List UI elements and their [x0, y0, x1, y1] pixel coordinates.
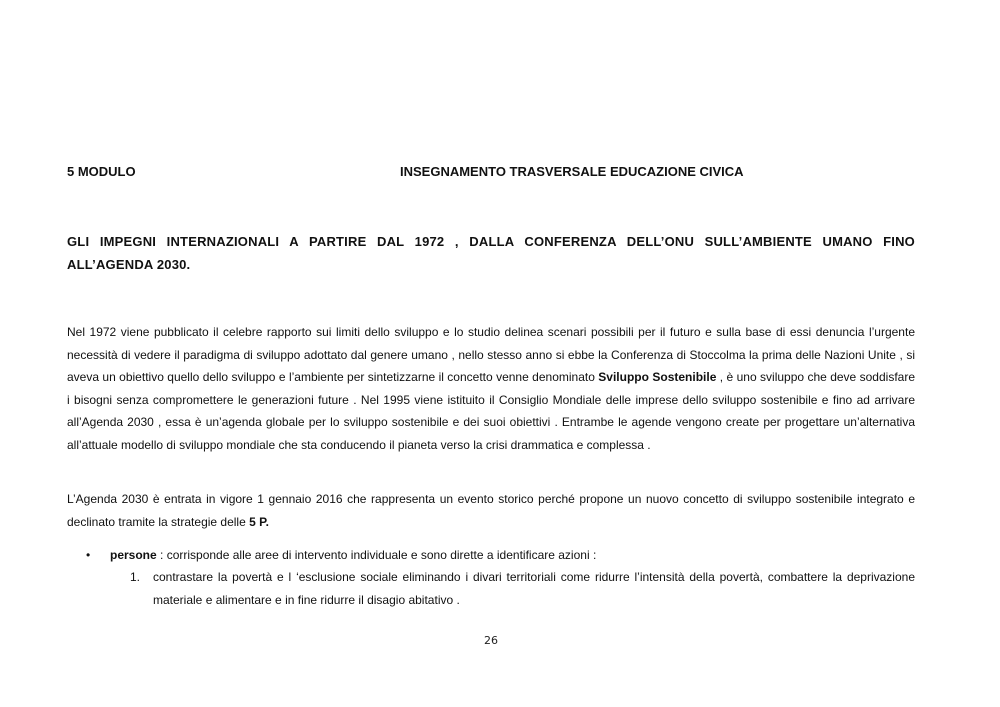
- bullet-description: : corrisponde alle aree di intervento individuale e sono dirette a identificare azioni :: [156, 548, 597, 562]
- five-p-term: 5 P.: [249, 514, 269, 529]
- section-title: GLI IMPEGNI INTERNAZIONALI A PARTIRE DAL 1972 , DALLA CONFERENZA DELL’ONU SULL’AMBIENTE UMANO FINO ALL’AGENDA 2030.: [67, 234, 915, 272]
- numbered-item-label: 1.: [130, 570, 141, 584]
- paragraph-intro-text-start: Nel 1972 viene pubblicato il celebre rapporto sui limiti dello sviluppo e lo studio delinea scenari possibili per il futuro e sulla base di essi denuncia l’urgente necessità di vedere il paradigma di sviluppo adottato dal genere umano , nello stesso anno si ebbe la Conferenza di Stoccolma la prima delle Nazioni Unite , si aveva un obiettivo quello dello sviluppo e l’ambiente per sintetizzarne il concetto venne denominato: [67, 325, 915, 385]
- bullet-icon: •: [86, 548, 91, 562]
- page-number: 26: [484, 634, 498, 647]
- paragraph-agenda-text: L’Agenda 2030 è entrata in vigore 1 gennaio 2016 che rappresenta un evento storico perché propone un nuovo concetto di sviluppo sostenibile integrato e declinato tramite la strategie delle: [67, 492, 915, 529]
- module-label: 5 MODULO: [67, 164, 136, 179]
- paragraph-agenda: [67, 488, 915, 533]
- module-header: [67, 164, 915, 184]
- bullet-text: [110, 544, 915, 566]
- subject-label: INSEGNAMENTO TRASVERSALE EDUCAZIONE CIVICA: [400, 164, 744, 179]
- paragraph-intro: [67, 321, 915, 457]
- paragraph-intro-text-end: , è uno sviluppo che deve soddisfare i bisogni senza compromettere le generazioni future . Nel 1995 viene istituito il Consiglio Mondiale delle imprese dello sviluppo sostenibile e fino ad arrivare all’Agenda 2030 , essa è un’agenda globale per lo sviluppo sostenibile e dei suoi obiettivi . Entrambe le agende vengono create per progettare un’alternativa all’attuale modello di sviluppo mondiale che sta conducendo il pianeta verso la crisi drammatica e complessa .: [67, 370, 915, 452]
- numbered-item-text: contrastare la povertà e l ‘esclusione sociale eliminando i divari territoriali come ridurre l’intensità della povertà, combattere la deprivazione materiale e alimentare e in fine ridurre il disagio abitativo .: [153, 570, 915, 607]
- bullet-term: persone: [110, 548, 157, 562]
- sviluppo-sostenibile-term: Sviluppo Sostenibile: [598, 370, 717, 385]
